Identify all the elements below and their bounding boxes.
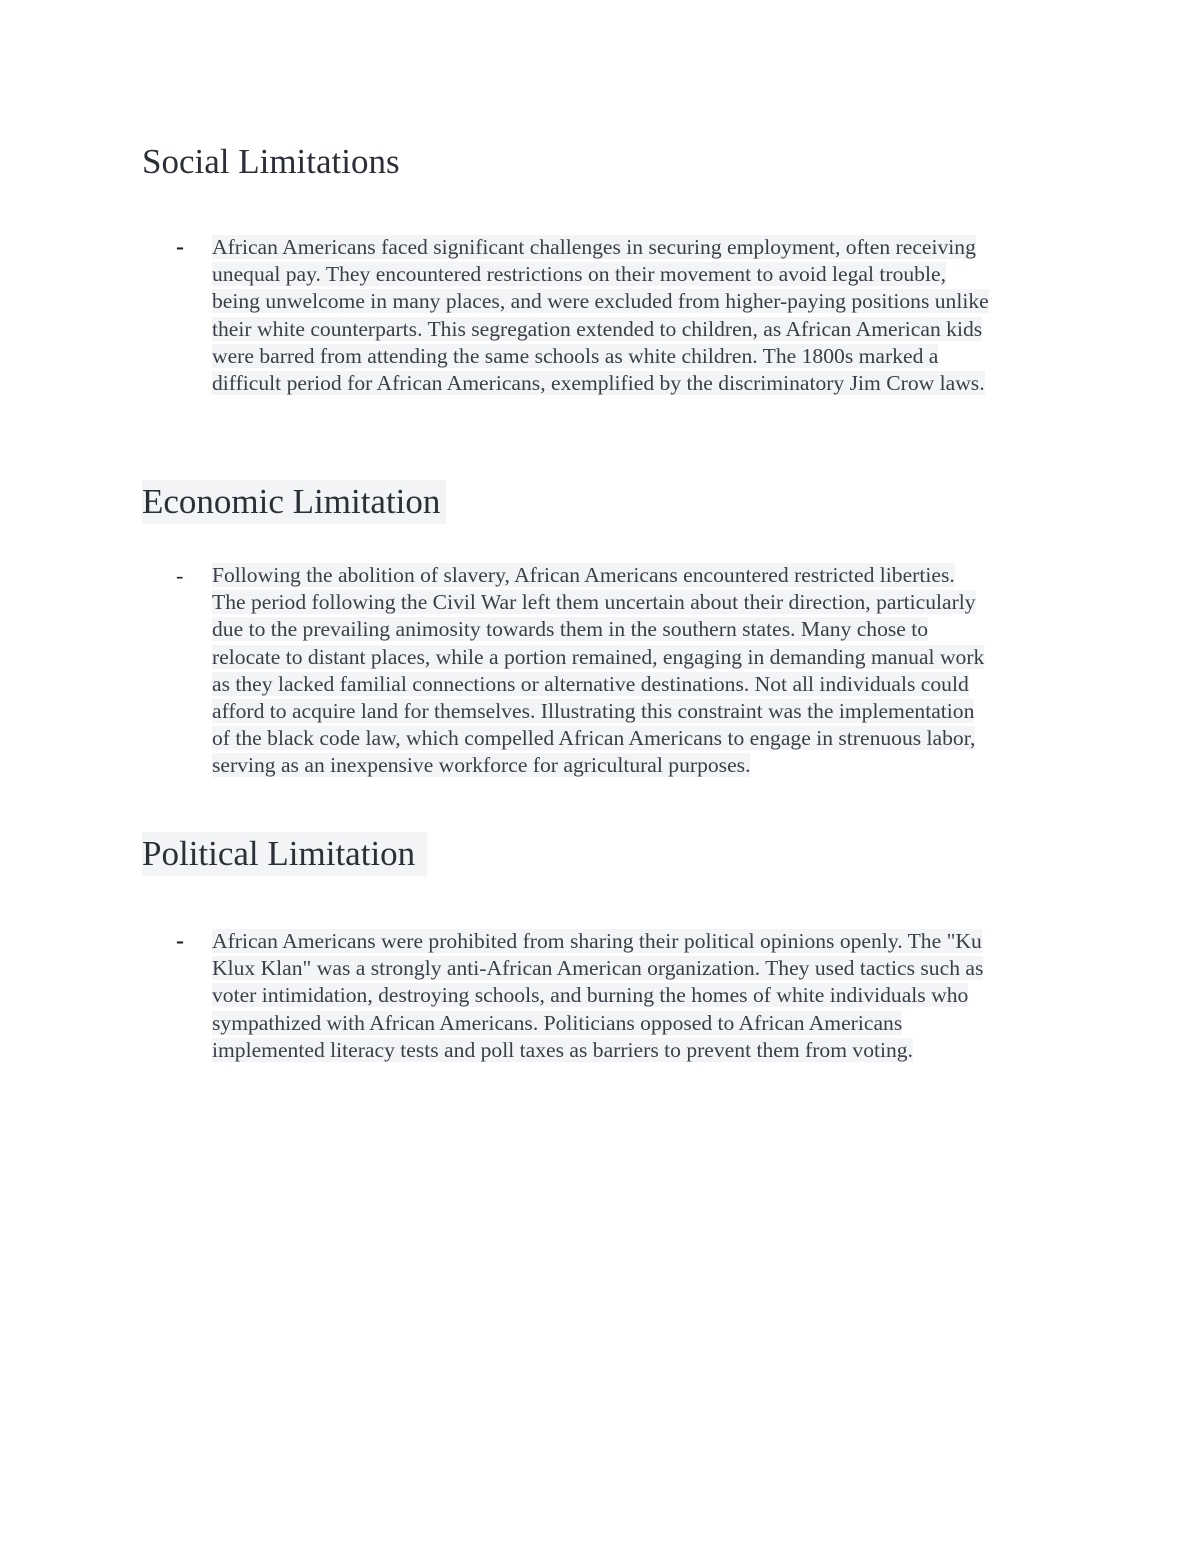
paragraph-line: being unwelcome in many places, and were excluded from higher-paying positions unlike [212,289,989,314]
paragraph-economic [212,562,1072,780]
section-heading-political: Political Limitation [142,832,427,876]
paragraph-line: serving as an inexpensive workforce for agricultural purposes. [212,753,751,778]
paragraph-line: their white counterparts. This segregation extended to children, as African American kids [212,316,983,341]
paragraph-line: voter intimidation, destroying schools, and burning the homes of white individuals who [212,983,969,1008]
paragraph-line: afford to acquire land for themselves. Illustrating this constraint was the implementation [212,699,975,724]
paragraph-line: difficult period for African Americans, exemplified by the discriminatory Jim Crow laws. [212,371,985,396]
section-heading-social: Social Limitations [142,142,400,181]
paragraph-line: unequal pay. They encountered restrictions on their movement to avoid legal trouble, [212,262,946,287]
paragraph-social [212,234,1072,397]
paragraph-line: of the black code law, which compelled African Americans to engage in strenuous labor, [212,726,976,751]
paragraph-line: relocate to distant places, while a portion remained, engaging in demanding manual work [212,644,985,669]
paragraph-line: African Americans faced significant challenges in securing employment, often receiving [212,235,976,259]
paragraph-political [212,928,1072,1064]
bullet-dash: - [176,234,184,260]
paragraph-line: The period following the Civil War left them uncertain about their direction, particularly [212,590,976,615]
paragraph-line: African Americans were prohibited from sharing their political opinions openly. The "Ku [212,929,982,953]
section-heading-economic: Economic Limitation [142,480,446,524]
paragraph-line: Following the abolition of slavery, African Americans encountered restricted liberties. [212,563,955,587]
paragraph-line: sympathized with African Americans. Politicians opposed to African Americans [212,1010,903,1035]
paragraph-line: were barred from attending the same schools as white children. The 1800s marked a [212,343,939,368]
bullet-dash: - [176,928,184,954]
paragraph-line: Klux Klan" was a strongly anti-African American organization. They used tactics such as [212,956,984,981]
paragraph-line: due to the prevailing animosity towards them in the southern states. Many chose to [212,617,929,642]
paragraph-line: as they lacked familial connections or alternative destinations. Not all individuals could [212,671,969,696]
paragraph-line: implemented literacy tests and poll taxes as barriers to prevent them from voting. [212,1037,913,1062]
bullet-dash: - [176,563,184,588]
